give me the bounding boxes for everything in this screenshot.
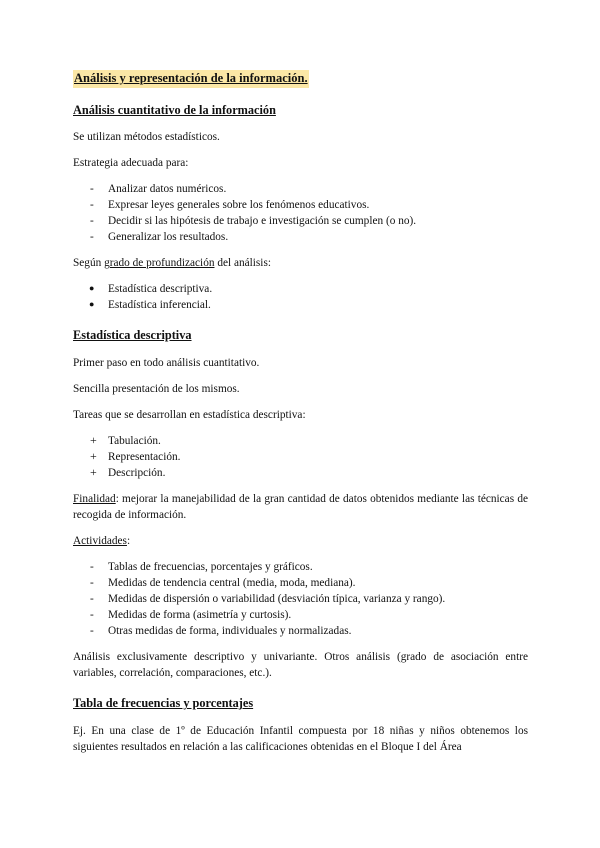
plus-list — [73, 433, 528, 481]
list-item: - Analizar datos numéricos. — [73, 181, 528, 197]
plus-marker: + — [90, 449, 97, 464]
list-item: + Representación. — [73, 449, 528, 465]
heading-analisis-cuantitativo: Análisis cuantitativo de la información — [73, 102, 276, 117]
paragraph-finalidad: Finalidad: mejorar la manejabilidad de la gran cantidad de datos obtenidos mediante las técnicas de recogida de información. — [73, 493, 528, 522]
paragraph: Análisis exclusivamente descriptivo y univariante. Otros análisis (grado de asociación entre variables, correlación, comparaciones, etc.). — [73, 651, 528, 680]
paragraph: Ej. En una clase de 1º de Educación Infantil compuesta por 18 niñas y niños obtenemos los siguientes resultados en relación a las calificaciones obtenidas en el Bloque I del Área — [73, 724, 528, 753]
list-item: - Expresar leyes generales sobre los fenómenos educativos. — [73, 197, 528, 213]
dash-marker: - — [90, 609, 94, 622]
list-item: - Decidir si las hipótesis de trabajo e investigación se cumplen (o no). — [73, 213, 528, 229]
list-item: + Tabulación. — [73, 433, 528, 449]
paragraph: Estrategia adecuada para: — [73, 157, 189, 170]
paragraph-actividades: Actividades: — [73, 535, 131, 548]
document-title: Análisis y representación de la información. — [73, 70, 309, 88]
paragraph: Según grado de profundización del análisis: — [73, 257, 271, 270]
list-item: ● Estadística inferencial. — [89, 299, 211, 312]
underlined-term: grado de profundización — [104, 257, 215, 270]
plus-marker: + — [90, 433, 97, 448]
paragraph: Se utilizan métodos estadísticos. — [73, 131, 220, 144]
dash-marker: - — [90, 577, 94, 590]
list-item: - Generalizar los resultados. — [73, 229, 528, 245]
list-item: + Descripción. — [73, 465, 528, 481]
dash-marker: - — [90, 199, 94, 212]
list-item: - Otras medidas de forma, individuales y normalizadas. — [73, 623, 528, 639]
dash-marker: - — [90, 593, 94, 606]
list-item: - Tablas de frecuencias, porcentajes y gráficos. — [73, 559, 528, 575]
bullet-marker: ● — [89, 299, 95, 310]
dash-marker: - — [90, 215, 94, 228]
dash-list — [73, 559, 528, 639]
dash-marker: - — [90, 561, 94, 574]
paragraph: Tareas que se desarrollan en estadística descriptiva: — [73, 409, 306, 421]
heading-tabla-frecuencias: Tabla de frecuencias y porcentajes — [73, 696, 254, 711]
dash-marker: - — [90, 625, 94, 638]
list-item: ● Estadística descriptiva. — [89, 283, 213, 296]
dash-marker: - — [90, 183, 94, 196]
underlined-term: Finalidad — [73, 493, 116, 506]
underlined-term: Actividades — [73, 535, 127, 548]
paragraph: Sencilla presentación de los mismos. — [73, 382, 240, 395]
bullet-list — [73, 281, 528, 313]
heading-estadistica-descriptiva: Estadística descriptiva — [73, 328, 192, 343]
dash-list — [73, 181, 528, 245]
paragraph: Primer paso en todo análisis cuantitativo. — [73, 356, 260, 369]
plus-marker: + — [90, 465, 97, 480]
list-item: - Medidas de forma (asimetría y curtosis). — [73, 607, 528, 623]
list-item: - Medidas de dispersión o variabilidad (desviación típica, varianza y rango). — [73, 591, 528, 607]
document-content — [73, 70, 528, 755]
bullet-marker: ● — [89, 283, 95, 294]
dash-marker: - — [90, 231, 94, 244]
list-item: - Medidas de tendencia central (media, moda, mediana). — [73, 575, 528, 591]
